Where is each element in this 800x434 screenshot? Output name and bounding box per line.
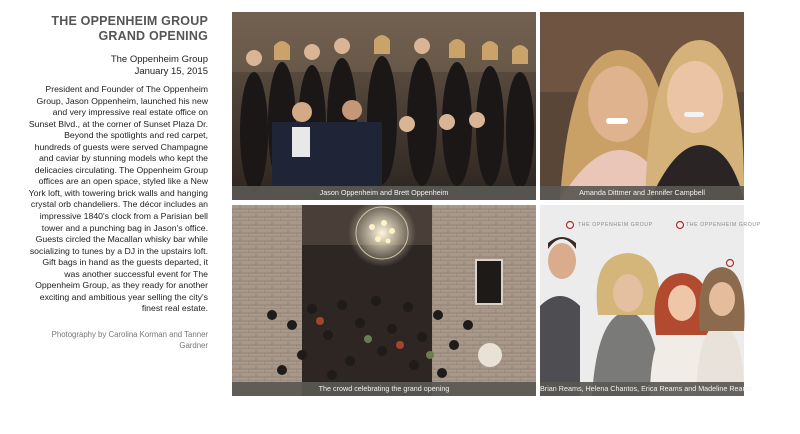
photo-closeup (540, 12, 744, 200)
photo-caption: The crowd celebrating the grand opening (232, 382, 536, 396)
photo-caption: Amanda Dittmer and Jennifer Campbell (540, 186, 744, 200)
article-date: January 15, 2015 (134, 66, 208, 77)
backdrop-photo-image (540, 205, 744, 396)
photo-crowd (232, 205, 536, 396)
backdrop-logo-text: THE OPPENHEIM GROUP (686, 222, 761, 228)
backdrop-logo-text: THE OPPENHEIM GROUP (578, 222, 653, 228)
photo-caption: Jason Oppenheim and Brett Oppenheim (232, 186, 536, 200)
photo-backdrop (540, 205, 761, 396)
article-column (28, 14, 208, 351)
group-photo-image (232, 12, 536, 200)
photo-caption: Brian Reams, Helena Chantos, Erica Reams and Madeline Reams (540, 382, 744, 396)
photo-credit: Photography by Carolina Korman and Tanner Gardner (51, 329, 208, 350)
crowd-photo-image (232, 205, 536, 396)
article-body: President and Founder of The Oppenheim Group, Jason Oppenheim, launched his new and very impressive real estate office on Sunset Blvd., at the corner of Sunset Plaza Dr. Beyond the spotlights and red carpet, hundreds of guests were served Champagne and caviar by stunning models who kept the delicacies circulating. The Oppenheim Group offices are an open space, styled like a New York loft, with towering brick walls and hanging crystal orb chandeliers. The décor includes an impressive 1840's clock from a Parisian bell tower and a punching bag in Jason's office. Guests circled the Macallan whisky bar while socializing to tunes by a DJ in the upstairs loft. Gift bags in hand as the guests departed, it was another successful event for The Oppenheim Group, as they ready for another exciting and ambitious year selling the city's finest real estate. (28, 84, 208, 314)
article-author: The Oppenheim Group (110, 54, 208, 65)
photo-group (232, 12, 536, 200)
article-headline: THE OPPENHEIM GROUP GRAND OPENING (51, 14, 208, 43)
article-byline (28, 54, 208, 78)
closeup-photo-image (540, 12, 744, 200)
